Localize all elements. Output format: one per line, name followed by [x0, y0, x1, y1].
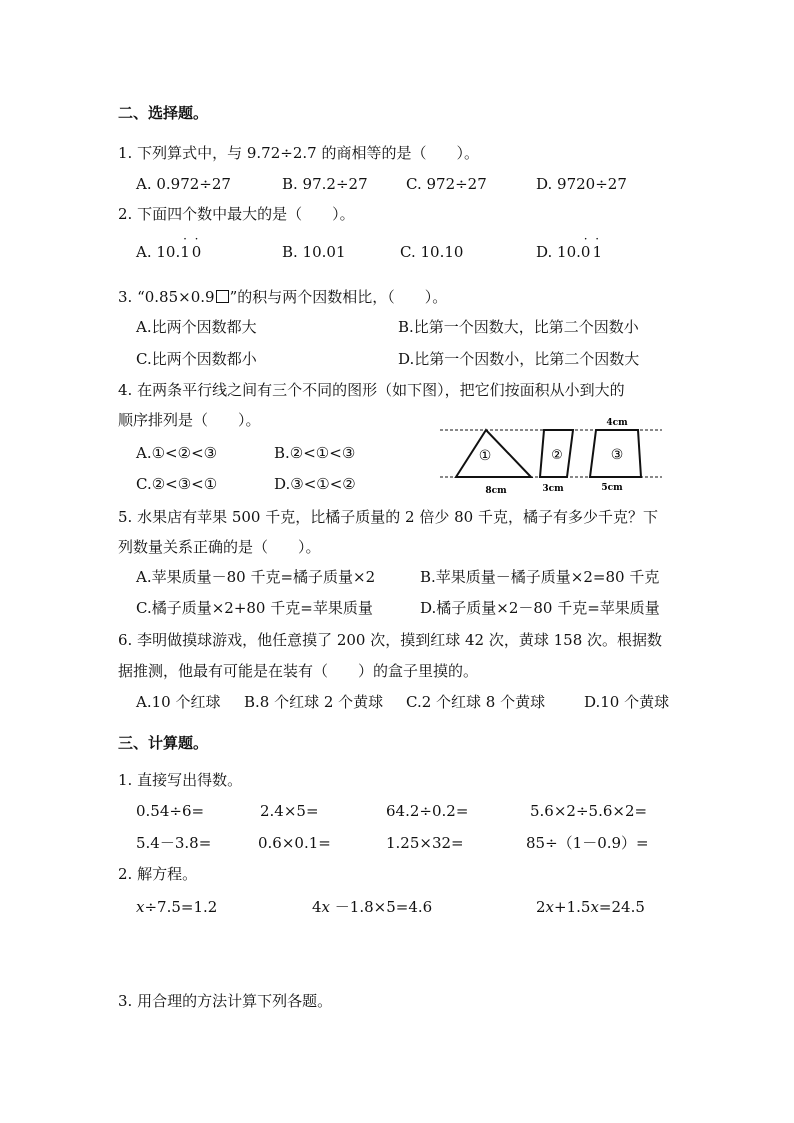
calc-item: 5.6×2÷5.6×2=	[530, 802, 648, 820]
repeat-dot: ·	[194, 232, 199, 246]
calc-item: 64.2÷0.2=	[386, 802, 469, 820]
q3-option-b: B.比第一个因数大，比第二个因数小	[398, 318, 639, 336]
q5-stem-line2: 列数量关系正确的是（ ）。	[118, 538, 321, 556]
q2-option-d	[536, 232, 602, 262]
repeat-dot: ·	[183, 232, 187, 246]
q1-option-c: C. 972÷27	[406, 175, 487, 193]
q4-option-a: A.①<②<③	[136, 444, 218, 462]
blank-box	[216, 290, 229, 303]
dimension-label-5cm: 5cm	[601, 483, 623, 493]
q6-option-b: B.8 个红球 2 个黄球	[244, 693, 384, 711]
q3-option-d: D.比第一个因数小，比第二个因数大	[398, 350, 640, 368]
shape-label-1: ①	[478, 448, 492, 464]
q3-option-a: A.比两个因数都大	[136, 318, 257, 336]
q5-option-c: C.橘子质量×2+80 千克=苹果质量	[136, 599, 373, 617]
q2-option-b: B. 10.01	[282, 243, 346, 261]
calc-q3-stem: 3. 用合理的方法计算下列各题。	[118, 992, 333, 1010]
calc-item: 0.54÷6=	[136, 802, 205, 820]
repeating-digit: · 1	[180, 232, 190, 261]
q2-option-c: C. 10.10	[400, 243, 464, 261]
q6-option-a: A.10 个红球	[136, 693, 221, 711]
calc-item: 85÷（1－0.9）=	[526, 834, 649, 852]
q2-option-d-prefix: D. 10.	[536, 243, 581, 261]
calc-item: 2.4×5=	[260, 802, 319, 820]
q6-stem-line1: 6. 李明做摸球游戏，他任意摸了 200 次，摸到红球 42 次，黄球 158 次。根据数	[118, 631, 663, 649]
q4-stem-line2: 顺序排列是（ ）。	[118, 411, 261, 429]
calc-item: 5.4－3.8=	[136, 834, 212, 852]
q6-option-c: C.2 个红球 8 个黄球	[406, 693, 546, 711]
q3-stem: 3. “0.85×0.9 ”的积与两个因数相比，（ ）。	[118, 288, 448, 306]
parallel-lines-figure	[440, 414, 662, 496]
q5-option-a: A.苹果质量－80 千克=橘子质量×2	[136, 568, 376, 586]
calc-q2-stem: 2. 解方程。	[118, 865, 198, 883]
dimension-label-4cm: 4cm	[606, 418, 628, 428]
repeating-digit: · 0	[580, 232, 591, 261]
equation-3: 2x+1.5x=24.5	[536, 898, 645, 916]
q2-stem: 2. 下面四个数中最大的是（ ）。	[118, 205, 355, 223]
q1-option-d: D. 9720÷27	[536, 175, 627, 193]
q2-option-a	[136, 232, 202, 262]
repeat-dot: ·	[595, 232, 600, 246]
q5-option-b: B.苹果质量－橘子质量×2=80 千克	[420, 568, 660, 586]
q1-option-b: B. 97.2÷27	[282, 175, 368, 193]
dimension-label-8cm: 8cm	[485, 486, 507, 496]
q3-option-c: C.比两个因数都小	[136, 350, 257, 368]
q1-option-a: A. 0.972÷27	[136, 175, 231, 193]
equation-2: 4x －1.8×5=4.6	[312, 898, 433, 916]
q4-option-b: B.②<①<③	[274, 444, 356, 462]
dimension-label-3cm: 3cm	[542, 484, 564, 494]
section-title-calculation: 三、计算题。	[118, 734, 209, 752]
q2-option-a-prefix: A. 10.	[136, 243, 181, 261]
calc-item: 0.6×0.1=	[258, 834, 331, 852]
q4-option-c: C.②<③<①	[136, 475, 218, 493]
repeating-digit: · 1	[592, 232, 602, 261]
shape-label-2: ②	[551, 448, 563, 463]
q5-stem-line1: 5. 水果店有苹果 500 千克，比橘子质量的 2 倍少 80 千克，橘子有多少千克？下	[118, 508, 658, 526]
q5-option-d: D.橘子质量×2－80 千克=苹果质量	[420, 599, 660, 617]
q1-stem: 1. 下列算式中，与 9.72÷2.7 的商相等的是（ ）。	[118, 144, 479, 162]
calc-q1-stem: 1. 直接写出得数。	[118, 771, 243, 789]
q4-option-d: D.③<①<②	[274, 475, 356, 493]
shape-label-3: ③	[610, 447, 624, 463]
q6-stem-line2: 据推测，他最有可能是在装有（ ）的盒子里摸的。	[118, 662, 479, 680]
triangle-shape	[456, 430, 531, 477]
calc-item: 1.25×32=	[386, 834, 464, 852]
repeating-digit: · 0	[191, 232, 202, 261]
equation-1: x÷7.5=1.2	[136, 898, 218, 916]
section-title-choice: 二、选择题。	[118, 104, 209, 122]
q4-stem-line1: 4. 在两条平行线之间有三个不同的图形（如下图），把它们按面积从小到大的	[118, 381, 625, 399]
q6-option-d: D.10 个黄球	[584, 693, 670, 711]
repeat-dot: ·	[583, 232, 588, 246]
